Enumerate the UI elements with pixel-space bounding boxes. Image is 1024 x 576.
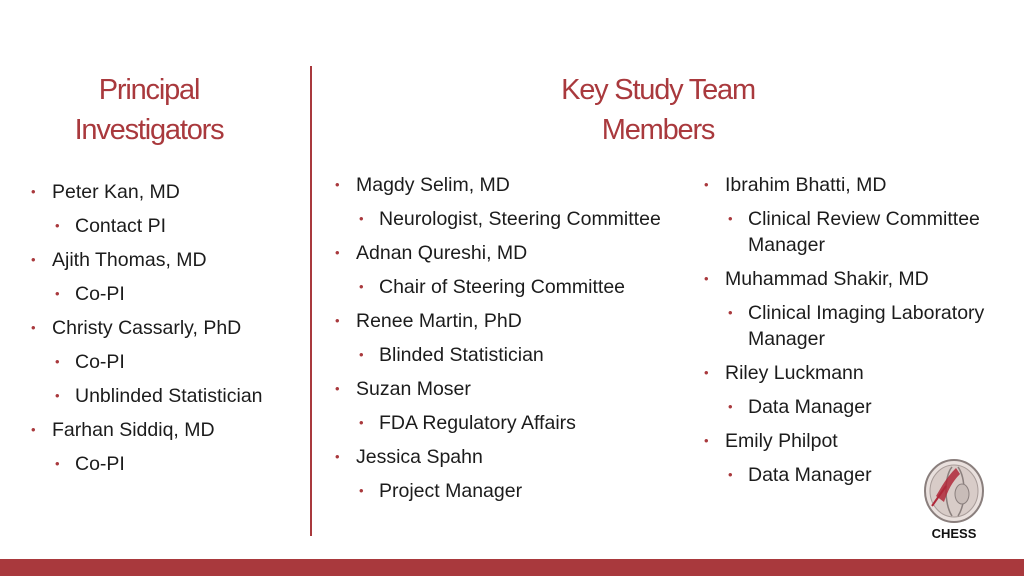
sub-item: [334, 274, 699, 300]
item-text: Muhammad Shakir, MD: [725, 268, 929, 290]
item-text: Clinical Review Committee Manager: [748, 208, 980, 256]
list-item: [703, 360, 1018, 386]
team-heading: [460, 70, 856, 150]
bullet-icon: •: [55, 456, 60, 471]
item-text: Chair of Steering Committee: [379, 276, 626, 298]
item-text: Christy Cassarly, PhD: [52, 317, 242, 339]
list-item: [334, 376, 699, 402]
item-text: Co-PI: [75, 351, 125, 373]
pi-heading-line-2: Investigators: [74, 114, 224, 146]
sub-item: [30, 451, 305, 477]
bullet-icon: •: [335, 313, 340, 328]
pi-heading-line-1: Principal: [98, 74, 200, 106]
bullet-icon: •: [55, 218, 60, 233]
list-item: [703, 428, 1018, 454]
pi-heading: [20, 70, 278, 150]
item-text: FDA Regulatory Affairs: [379, 412, 576, 434]
bullet-icon: •: [335, 449, 340, 464]
list-item: [334, 444, 699, 470]
item-text: Ajith Thomas, MD: [52, 249, 207, 271]
item-text: Farhan Siddiq, MD: [52, 419, 215, 441]
item-text: Contact PI: [75, 215, 167, 237]
list-item: [334, 240, 699, 266]
bullet-icon: •: [704, 433, 709, 448]
bullet-icon: •: [728, 399, 733, 414]
bullet-icon: •: [335, 245, 340, 260]
sub-item: [30, 213, 305, 239]
bullet-icon: •: [704, 365, 709, 380]
item-text: Clinical Imaging Laboratory Manager: [748, 302, 985, 350]
item-text: Adnan Qureshi, MD: [356, 242, 528, 264]
list-item: [334, 308, 699, 334]
bullet-icon: •: [704, 177, 709, 192]
column-divider: [310, 66, 312, 536]
bullet-icon: •: [31, 252, 36, 267]
item-text: Co-PI: [75, 283, 125, 305]
brain-scan-icon: [922, 456, 986, 524]
sub-item: [703, 206, 1018, 258]
bullet-icon: •: [728, 305, 733, 320]
item-text: Neurologist, Steering Committee: [379, 208, 661, 230]
sub-item: [334, 206, 699, 232]
bullet-icon: •: [31, 422, 36, 437]
sub-item: [703, 300, 1018, 352]
item-text: Emily Philpot: [725, 430, 838, 452]
sub-item: [334, 478, 699, 504]
bullet-icon: •: [359, 211, 364, 226]
bullet-icon: •: [31, 320, 36, 335]
team-list-left: [334, 172, 699, 512]
list-item: [30, 417, 305, 443]
item-text: Riley Luckmann: [725, 362, 864, 384]
item-text: Unblinded Statistician: [75, 385, 263, 407]
bullet-icon: •: [335, 177, 340, 192]
bullet-icon: •: [335, 381, 340, 396]
bullet-icon: •: [728, 467, 733, 482]
team-list-right: [703, 172, 1018, 496]
list-item: [30, 247, 305, 273]
list-item: [30, 179, 305, 205]
bullet-icon: •: [31, 184, 36, 199]
item-text: Ibrahim Bhatti, MD: [725, 174, 887, 196]
item-text: Suzan Moser: [356, 378, 471, 400]
item-text: Renee Martin, PhD: [356, 310, 522, 332]
footer-bar: [0, 559, 1024, 576]
item-text: Blinded Statistician: [379, 344, 544, 366]
bullet-icon: •: [55, 286, 60, 301]
sub-item: [334, 410, 699, 436]
team-heading-line-2: Members: [601, 114, 715, 146]
item-text: Data Manager: [748, 396, 872, 418]
item-text: Co-PI: [75, 453, 125, 475]
bullet-icon: •: [55, 354, 60, 369]
sub-item: [334, 342, 699, 368]
item-text: Project Manager: [379, 480, 523, 502]
bullet-icon: •: [359, 415, 364, 430]
item-text: Data Manager: [748, 464, 872, 486]
bullet-icon: •: [55, 388, 60, 403]
list-item: [703, 266, 1018, 292]
sub-item: [30, 281, 305, 307]
sub-item: [30, 349, 305, 375]
team-heading-line-1: Key Study Team: [561, 74, 755, 106]
bullet-icon: •: [704, 271, 709, 286]
pi-list: [30, 179, 305, 485]
sub-item: [703, 394, 1018, 420]
item-text: Magdy Selim, MD: [356, 174, 510, 196]
chess-logo-text: CHESS: [931, 526, 977, 541]
item-text: Jessica Spahn: [356, 446, 483, 468]
bullet-icon: •: [359, 483, 364, 498]
sub-item: [30, 383, 305, 409]
bullet-icon: •: [359, 347, 364, 362]
bullet-icon: •: [359, 279, 364, 294]
list-item: [334, 172, 699, 198]
chess-logo: [918, 456, 990, 544]
list-item: [30, 315, 305, 341]
bullet-icon: •: [728, 211, 733, 226]
item-text: Peter Kan, MD: [52, 181, 180, 203]
list-item: [703, 172, 1018, 198]
